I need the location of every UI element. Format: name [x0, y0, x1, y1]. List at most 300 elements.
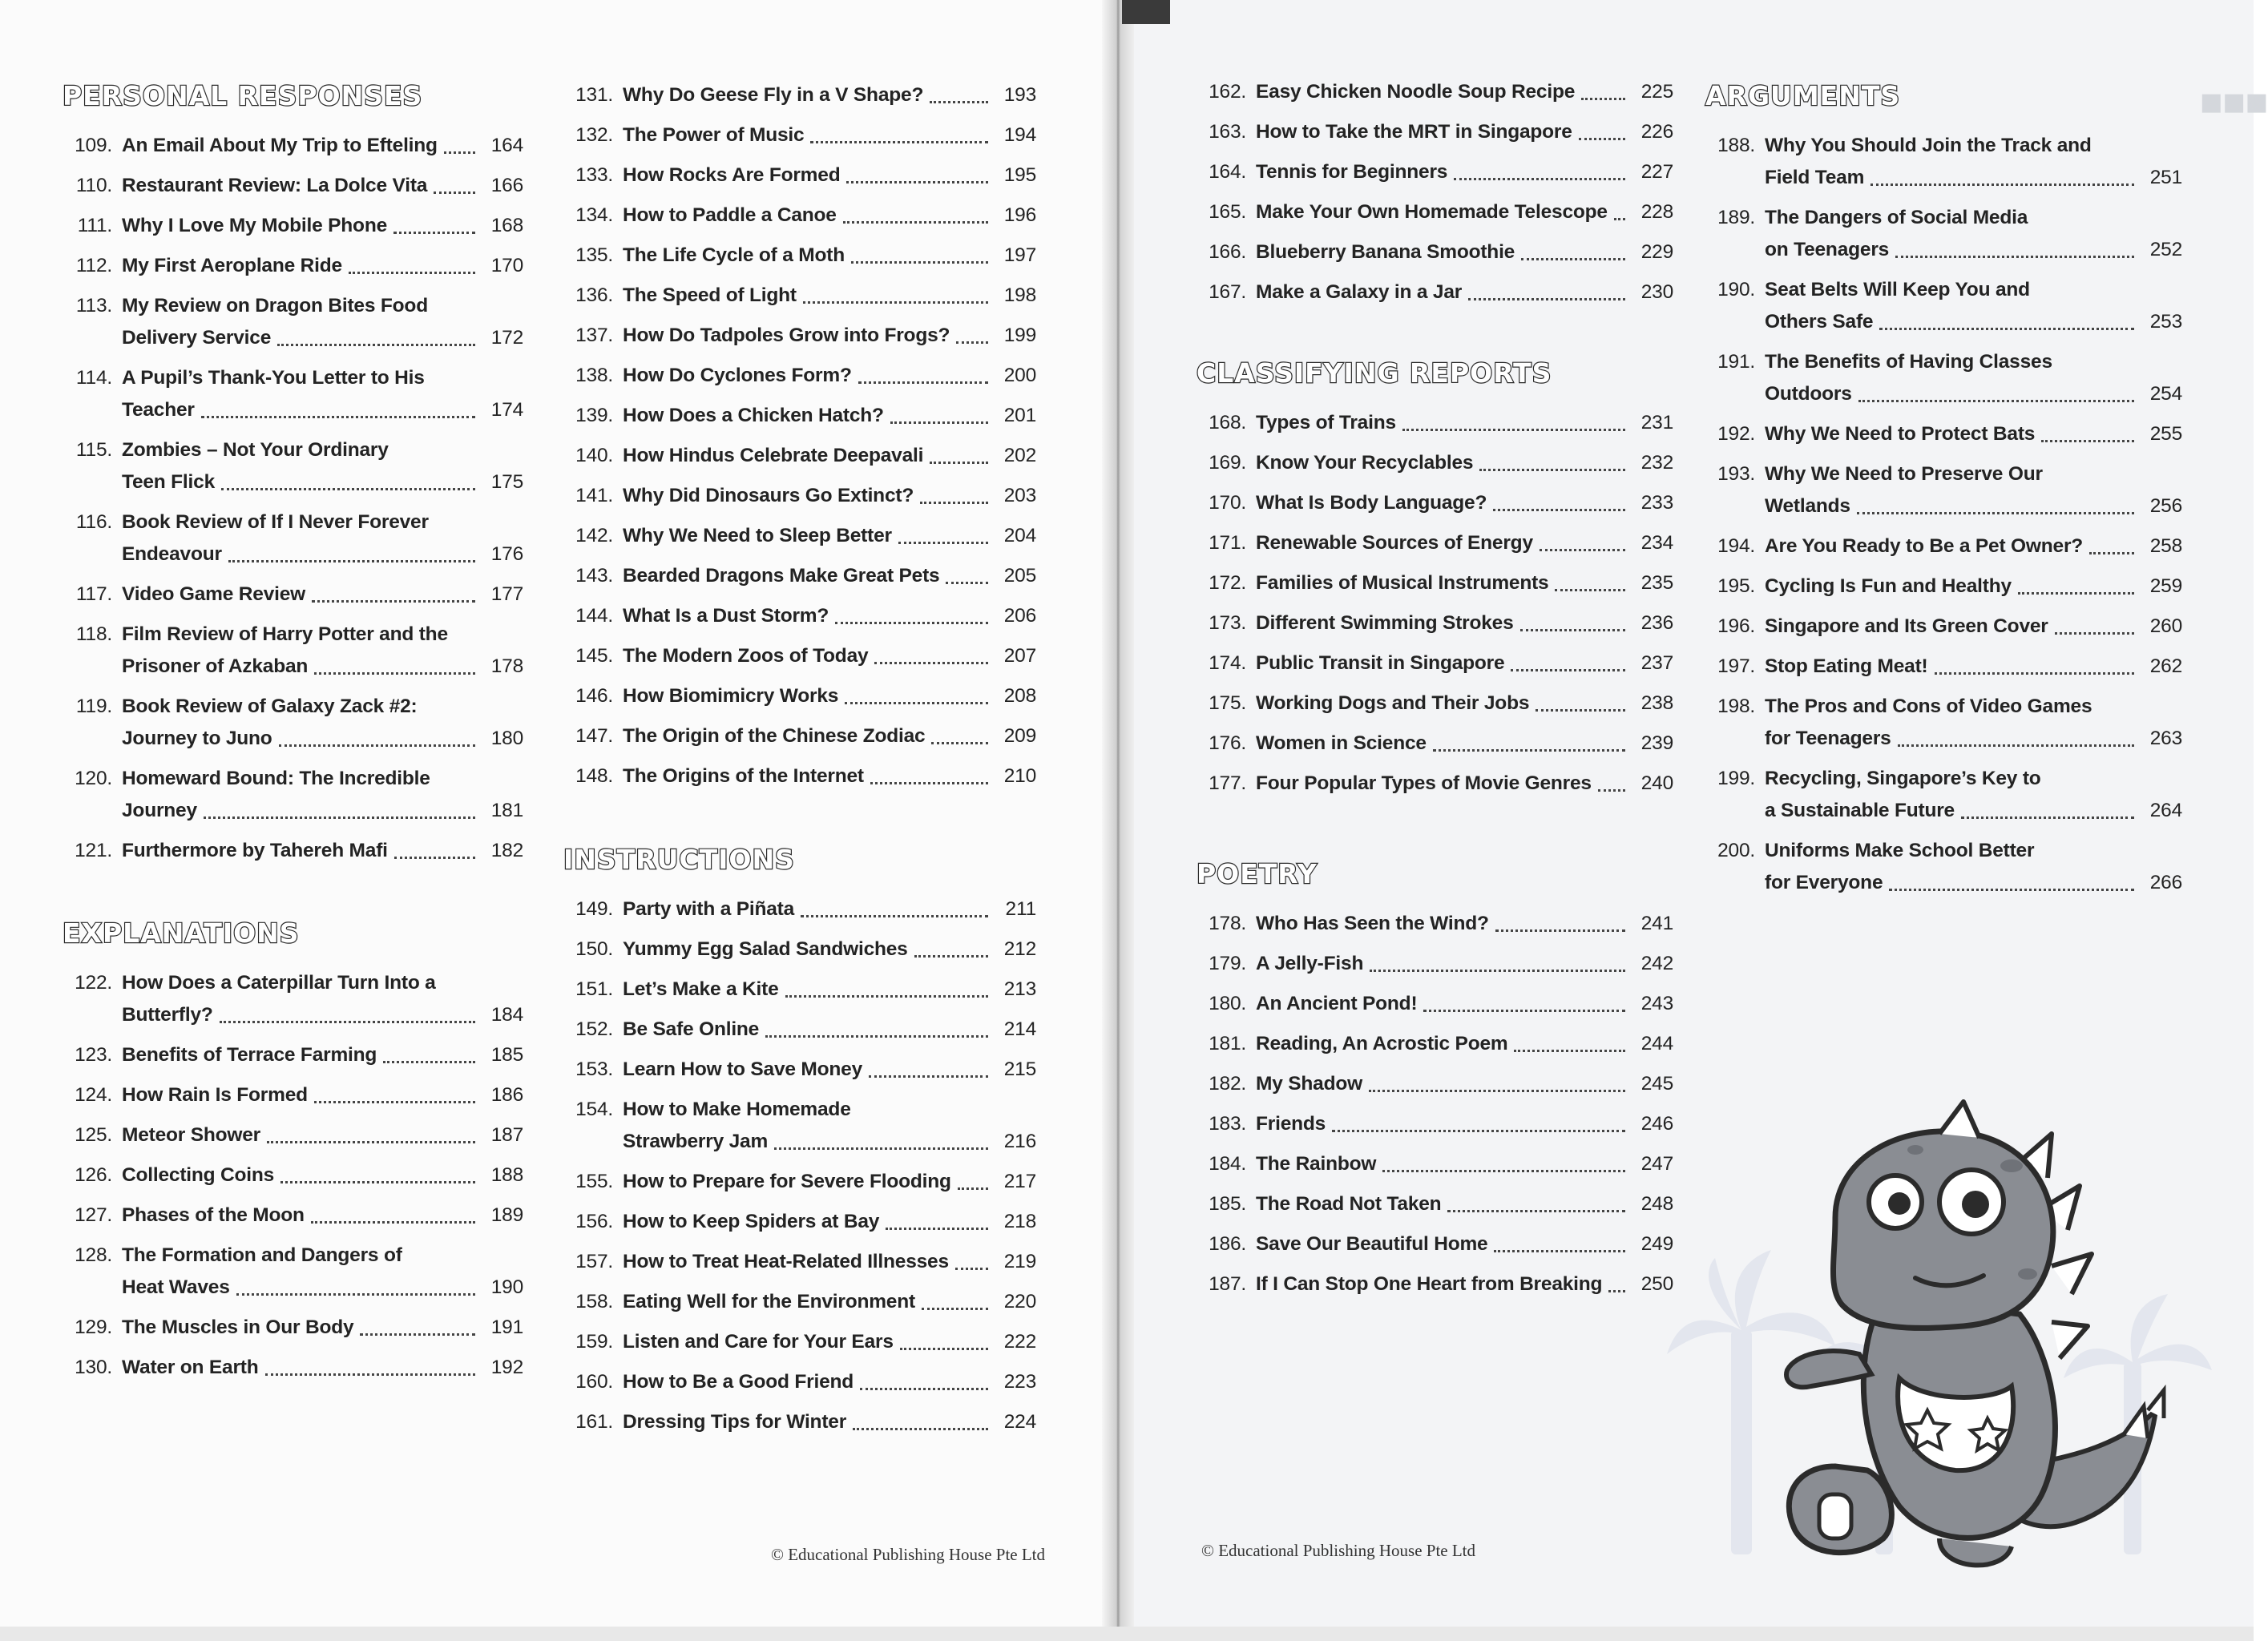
- dot-leader: [810, 141, 988, 143]
- toc-entry[interactable]: [1197, 236, 1673, 276]
- section-personal-responses: [63, 80, 523, 875]
- entry-number: 169.: [1209, 452, 1246, 474]
- entry-number: 146.: [575, 685, 613, 707]
- toc-entry[interactable]: [1705, 346, 2182, 418]
- entry-number: 142.: [575, 525, 613, 546]
- dot-leader: [914, 955, 988, 958]
- toc-entry[interactable]: [563, 1406, 1036, 1446]
- entry-title: The Rainbow: [1256, 1153, 1377, 1175]
- dot-leader: [1402, 429, 1625, 431]
- toc-entry[interactable]: [563, 1054, 1036, 1094]
- entry-title: How to Make Homemade: [623, 1099, 851, 1120]
- dot-leader: [1870, 183, 2134, 186]
- toc-entry[interactable]: [1197, 76, 1673, 116]
- entry-title: Seat Belts Will Keep You and: [1765, 279, 2030, 300]
- toc-entry[interactable]: [1705, 763, 2182, 835]
- entry-number: 133.: [575, 164, 613, 186]
- entry-number: 190.: [1717, 279, 1755, 300]
- dot-leader: [853, 1428, 988, 1430]
- toc-entry[interactable]: [1197, 1068, 1673, 1108]
- entry-page-number: 255: [2149, 423, 2182, 445]
- entry-page-number: 164: [490, 135, 523, 156]
- dot-leader: [1511, 669, 1625, 671]
- page-bottom-edge: [0, 1627, 2254, 1641]
- dot-leader: [1468, 298, 1625, 300]
- entry-title: Friends: [1256, 1113, 1326, 1135]
- toc-entry[interactable]: [1705, 458, 2182, 530]
- entry-number: 154.: [575, 1099, 613, 1120]
- toc-entry[interactable]: [563, 1286, 1036, 1326]
- entry-title: Phases of the Moon: [122, 1204, 305, 1226]
- entry-title: Video Game Review: [122, 583, 306, 605]
- section-poetry: [1197, 858, 1673, 1308]
- toc-entry[interactable]: [563, 119, 1036, 159]
- entry-page-number: 170: [490, 255, 523, 276]
- toc-entry[interactable]: [63, 619, 523, 691]
- dot-leader: [930, 462, 988, 464]
- entry-title: How Rocks Are Formed: [623, 164, 841, 186]
- entry-number: 196.: [1717, 615, 1755, 637]
- toc-entry[interactable]: [63, 1352, 523, 1392]
- entry-title: How to Keep Spiders at Bay: [623, 1211, 880, 1232]
- entry-page-number: 208: [1003, 685, 1036, 707]
- toc-entry[interactable]: [63, 763, 523, 835]
- dot-leader: [1479, 469, 1625, 471]
- entry-page-number: 245: [1640, 1073, 1673, 1095]
- entry-number: 127.: [75, 1204, 112, 1226]
- entry-number: 143.: [575, 565, 613, 587]
- entry-title: Delivery Service: [122, 327, 272, 349]
- entry-title: Water on Earth: [122, 1357, 259, 1378]
- entry-title: Prisoner of Azkaban: [122, 655, 309, 677]
- entry-title: Reading, An Acrostic Poem: [1256, 1033, 1508, 1054]
- entry-title: Strawberry Jam: [623, 1131, 769, 1152]
- toc-entry[interactable]: [1197, 407, 1673, 447]
- toc-entry[interactable]: [563, 440, 1036, 480]
- dot-leader: [1608, 1290, 1625, 1292]
- toc-entry[interactable]: [563, 79, 1036, 119]
- toc-entry[interactable]: [563, 1094, 1036, 1166]
- dot-leader: [312, 600, 475, 603]
- entry-title: The Road Not Taken: [1256, 1193, 1442, 1215]
- entry-title: Why We Need to Protect Bats: [1765, 423, 2036, 445]
- entry-number: 175.: [1209, 692, 1246, 714]
- entry-title: The Formation and Dangers of: [122, 1244, 402, 1266]
- toc-entry[interactable]: [1705, 530, 2182, 571]
- entry-title: The Dangers of Social Media: [1765, 207, 2028, 228]
- entry-page-number: 180: [490, 728, 523, 749]
- toc-entry[interactable]: [563, 280, 1036, 320]
- toc-entry[interactable]: [563, 893, 1036, 933]
- entry-page-number: 259: [2149, 575, 2182, 597]
- dot-leader: [349, 272, 475, 274]
- entry-title: How to Treat Heat-Related Illnesses: [623, 1251, 949, 1272]
- toc-entry[interactable]: [1705, 611, 2182, 651]
- toc-entry[interactable]: [563, 1246, 1036, 1286]
- entry-page-number: 222: [1003, 1331, 1036, 1353]
- toc-entry[interactable]: [1197, 527, 1673, 567]
- entry-page-number: 197: [1003, 244, 1036, 266]
- dot-leader: [1540, 549, 1625, 551]
- toc-entry[interactable]: [563, 760, 1036, 800]
- entry-title: How to Take the MRT in Singapore: [1256, 121, 1572, 143]
- dot-leader: [1495, 929, 1625, 932]
- toc-entry[interactable]: [1197, 607, 1673, 647]
- entry-number: 135.: [575, 244, 613, 266]
- entry-number: 166.: [1209, 241, 1246, 263]
- toc-entry[interactable]: [63, 1039, 523, 1079]
- entry-number: 134.: [575, 204, 613, 226]
- toc-entry[interactable]: [563, 360, 1036, 400]
- entry-number: 145.: [575, 645, 613, 667]
- entry-page-number: 219: [1003, 1251, 1036, 1272]
- entry-page-number: 234: [1640, 532, 1673, 554]
- entry-page-number: 205: [1003, 565, 1036, 587]
- toc-entry[interactable]: [563, 933, 1036, 974]
- entry-title: Endeavour: [122, 543, 222, 565]
- entry-page-number: 194: [1003, 124, 1036, 146]
- entry-page-number: 193: [1003, 84, 1036, 106]
- toc-entry[interactable]: [1197, 1188, 1673, 1228]
- entry-number: 137.: [575, 325, 613, 346]
- entry-page-number: 181: [490, 800, 523, 821]
- toc-entry[interactable]: [563, 400, 1036, 440]
- section-classifying-reports: [1197, 357, 1673, 808]
- entry-title: How to Prepare for Severe Flooding: [623, 1171, 951, 1192]
- entry-page-number: 211: [1005, 898, 1036, 920]
- entry-number: 120.: [75, 768, 112, 789]
- entry-number: 124.: [75, 1084, 112, 1106]
- toc-entry[interactable]: [63, 434, 523, 506]
- entry-page-number: 262: [2149, 655, 2182, 677]
- entry-title: Restaurant Review: La Dolce Vita: [122, 175, 428, 196]
- entry-page-number: 207: [1003, 645, 1036, 667]
- entry-title: Singapore and Its Green Cover: [1765, 615, 2048, 637]
- toc-entry[interactable]: [563, 320, 1036, 360]
- toc-entry[interactable]: [563, 159, 1036, 200]
- dot-leader: [803, 301, 988, 304]
- entry-page-number: 238: [1640, 692, 1673, 714]
- toc-entry[interactable]: [1197, 1108, 1673, 1148]
- toc-entry[interactable]: [563, 1326, 1036, 1366]
- section-title: EXPLANATIONS: [63, 917, 300, 949]
- toc-entry[interactable]: [563, 1166, 1036, 1206]
- entry-number: 163.: [1209, 121, 1246, 143]
- entry-number: 123.: [75, 1044, 112, 1066]
- entry-title: Learn How to Save Money: [623, 1058, 862, 1080]
- toc-entry[interactable]: [1197, 1028, 1673, 1068]
- toc-entry[interactable]: [1705, 651, 2182, 691]
- entry-page-number: 214: [1003, 1018, 1036, 1040]
- toc-entry[interactable]: [563, 240, 1036, 280]
- toc-entry[interactable]: [1197, 1268, 1673, 1308]
- entry-page-number: 228: [1640, 201, 1673, 223]
- entry-title: Easy Chicken Noodle Soup Recipe: [1256, 81, 1576, 103]
- entry-number: 148.: [575, 765, 613, 787]
- toc-entry[interactable]: [1705, 691, 2182, 763]
- dot-leader: [956, 341, 988, 344]
- toc-entry[interactable]: [1197, 687, 1673, 728]
- toc-entry[interactable]: [63, 170, 523, 210]
- entry-title: Women in Science: [1256, 732, 1427, 754]
- dot-leader: [869, 1075, 988, 1078]
- entry-title: Party with a Piñata: [623, 898, 795, 920]
- entry-number: 177.: [1209, 772, 1246, 794]
- entry-title: How Do Cyclones Form?: [623, 365, 852, 386]
- toc-entry[interactable]: [63, 1312, 523, 1352]
- entry-page-number: 177: [490, 583, 523, 605]
- entry-title: The Life Cycle of a Moth: [623, 244, 845, 266]
- entry-page-number: 191: [490, 1316, 523, 1338]
- entry-number: 195.: [1717, 575, 1755, 597]
- toc-entry[interactable]: [1705, 130, 2182, 202]
- dot-leader: [1579, 138, 1625, 140]
- dot-leader: [846, 181, 988, 183]
- entry-number: 153.: [575, 1058, 613, 1080]
- toc-entry[interactable]: [63, 1159, 523, 1200]
- toc-entry[interactable]: [563, 1206, 1036, 1246]
- dot-leader: [265, 1373, 475, 1376]
- entry-number: 147.: [575, 725, 613, 747]
- toc-entry[interactable]: [563, 200, 1036, 240]
- toc-entry[interactable]: [1705, 571, 2182, 611]
- entry-page-number: 174: [490, 399, 523, 421]
- dot-leader: [1581, 98, 1625, 100]
- toc-entry[interactable]: [1197, 567, 1673, 607]
- entry-title: The Pros and Cons of Video Games: [1765, 696, 2092, 717]
- entry-number: 125.: [75, 1124, 112, 1146]
- entry-page-number: 260: [2149, 615, 2182, 637]
- entry-page-number: 168: [490, 215, 523, 236]
- toc-entry[interactable]: [1197, 487, 1673, 527]
- entry-number: 160.: [575, 1371, 613, 1393]
- entry-number: 192.: [1717, 423, 1755, 445]
- entry-title: Blueberry Banana Smoothie: [1256, 241, 1515, 263]
- entry-title: Recycling, Singapore’s Key to: [1765, 768, 2041, 789]
- toc-entry[interactable]: [1197, 116, 1673, 156]
- entry-number: 167.: [1209, 281, 1246, 303]
- toc-entry[interactable]: [63, 130, 523, 170]
- toc-entry[interactable]: [563, 520, 1036, 560]
- dot-leader: [930, 101, 988, 103]
- toc-entry[interactable]: [63, 210, 523, 250]
- dot-leader: [774, 1147, 988, 1150]
- toc-entry[interactable]: [1197, 447, 1673, 487]
- entry-number: 140.: [575, 445, 613, 466]
- entry-number: 172.: [1209, 572, 1246, 594]
- entry-number: 112.: [75, 255, 112, 276]
- entry-number: 164.: [1209, 161, 1246, 183]
- entry-title: The Benefits of Having Classes: [1765, 351, 2052, 373]
- toc-entry[interactable]: [1705, 835, 2182, 907]
- entry-number: 197.: [1717, 655, 1755, 677]
- entry-title: Butterfly?: [122, 1004, 213, 1026]
- entry-title: Who Has Seen the Wind?: [1256, 913, 1489, 934]
- dot-leader: [1454, 178, 1625, 180]
- entry-title: Book Review of Galaxy Zack #2:: [122, 696, 418, 717]
- toc-entry[interactable]: [563, 480, 1036, 520]
- dot-leader: [267, 1141, 475, 1143]
- toc-entry[interactable]: [563, 1366, 1036, 1406]
- entry-title: Teacher: [122, 399, 195, 421]
- entry-title: Be Safe Online: [623, 1018, 760, 1040]
- dot-leader: [311, 1221, 475, 1224]
- dot-leader: [434, 192, 475, 194]
- dot-leader: [1423, 1010, 1625, 1012]
- entry-page-number: 201: [1003, 405, 1036, 426]
- entry-page-number: 251: [2149, 167, 2182, 188]
- dot-leader: [444, 151, 475, 154]
- toc-entry[interactable]: [1197, 948, 1673, 988]
- toc-entry[interactable]: [1197, 908, 1673, 948]
- toc-entry[interactable]: [63, 506, 523, 579]
- toc-entry[interactable]: [63, 1200, 523, 1240]
- entry-number: 132.: [575, 124, 613, 146]
- entry-page-number: 224: [1003, 1411, 1036, 1433]
- entry-page-number: 198: [1003, 284, 1036, 306]
- bleed-through-text: ■■■: [2200, 88, 2268, 116]
- toc-entry[interactable]: [1197, 647, 1673, 687]
- entry-title: An Email About My Trip to Efteling: [122, 135, 438, 156]
- entry-title: The Origins of the Internet: [623, 765, 864, 787]
- toc-entry[interactable]: [63, 290, 523, 362]
- dot-leader: [201, 416, 475, 418]
- section-title: INSTRUCTIONS: [563, 844, 795, 875]
- toc-entry[interactable]: [1705, 274, 2182, 346]
- entry-number: 155.: [575, 1171, 613, 1192]
- entry-title: How Hindus Celebrate Deepavali: [623, 445, 924, 466]
- dot-leader: [1555, 589, 1625, 591]
- toc-entry[interactable]: [63, 691, 523, 763]
- entry-page-number: 235: [1640, 572, 1673, 594]
- dot-leader: [221, 488, 475, 490]
- toc-entry[interactable]: [563, 680, 1036, 720]
- dot-leader: [279, 744, 475, 747]
- entry-page-number: 204: [1003, 525, 1036, 546]
- entry-title: Yummy Egg Salad Sandwiches: [623, 938, 908, 960]
- dot-leader: [1370, 970, 1625, 972]
- toc-entry[interactable]: [63, 1119, 523, 1159]
- entry-page-number: 202: [1003, 445, 1036, 466]
- section-title: POETRY: [1197, 858, 1318, 889]
- entry-page-number: 203: [1003, 485, 1036, 506]
- entry-page-number: 192: [490, 1357, 523, 1378]
- toc-entry[interactable]: [63, 579, 523, 619]
- dot-leader: [1433, 749, 1625, 752]
- entry-title: The Muscles in Our Body: [122, 1316, 354, 1338]
- entry-title: Eating Well for the Environment: [623, 1291, 915, 1312]
- toc-entry[interactable]: [1197, 768, 1673, 808]
- entry-number: 119.: [75, 696, 112, 717]
- entry-title: for Teenagers: [1765, 728, 1891, 749]
- section-title: CLASSIFYING REPORTS: [1197, 357, 1552, 389]
- entry-title: Renewable Sources of Energy: [1256, 532, 1533, 554]
- entry-title: A Jelly-Fish: [1256, 953, 1364, 974]
- toc-entry[interactable]: [1197, 728, 1673, 768]
- toc-entry[interactable]: [1197, 156, 1673, 196]
- entry-number: 200.: [1717, 840, 1755, 861]
- toc-entry[interactable]: [63, 967, 523, 1039]
- entry-number: 139.: [575, 405, 613, 426]
- entry-title: Why Did Dinosaurs Go Extinct?: [623, 485, 914, 506]
- dot-leader: [1858, 400, 2134, 402]
- entry-number: 121.: [75, 840, 112, 861]
- toc-entry[interactable]: [563, 974, 1036, 1014]
- toc-entry[interactable]: [63, 362, 523, 434]
- toc-entry[interactable]: [563, 720, 1036, 760]
- entry-number: 194.: [1717, 535, 1755, 557]
- entry-title: Meteor Shower: [122, 1124, 261, 1146]
- dinosaur-mascot-icon: [1675, 1090, 2236, 1603]
- dot-leader: [898, 542, 988, 544]
- entry-page-number: 233: [1640, 492, 1673, 514]
- entry-number: 109.: [75, 135, 112, 156]
- book-spine: [1102, 0, 1134, 1641]
- toc-entry[interactable]: [63, 835, 523, 875]
- dot-leader: [1935, 672, 2135, 675]
- entry-title: Zombies – Not Your Ordinary: [122, 439, 389, 461]
- dot-leader: [1369, 1090, 1625, 1092]
- toc-entry[interactable]: [563, 600, 1036, 640]
- toc-entry[interactable]: [1197, 1148, 1673, 1188]
- section-title: PERSONAL RESPONSES: [63, 80, 423, 111]
- entry-page-number: 263: [2149, 728, 2182, 749]
- entry-page-number: 212: [1003, 938, 1036, 960]
- dot-leader: [955, 1268, 988, 1270]
- entry-number: 171.: [1209, 532, 1246, 554]
- toc-entry[interactable]: [63, 1240, 523, 1312]
- toc-entry[interactable]: [63, 250, 523, 290]
- entry-page-number: 227: [1640, 161, 1673, 183]
- entry-title: Others Safe: [1765, 311, 1874, 333]
- entry-number: 168.: [1209, 412, 1246, 433]
- toc-entry[interactable]: [1197, 196, 1673, 236]
- toc-entry[interactable]: [1197, 988, 1673, 1028]
- dot-leader: [920, 502, 988, 504]
- dot-leader: [765, 1035, 988, 1038]
- entry-title: How to Be a Good Friend: [623, 1371, 854, 1393]
- entry-page-number: 166: [490, 175, 523, 196]
- toc-entry[interactable]: [1197, 276, 1673, 317]
- toc-entry[interactable]: [563, 1014, 1036, 1054]
- entry-title: Uniforms Make School Better: [1765, 840, 2035, 861]
- entry-page-number: 209: [1003, 725, 1036, 747]
- toc-entry[interactable]: [1197, 1228, 1673, 1268]
- entry-number: 161.: [575, 1411, 613, 1433]
- section-arguments: [1705, 80, 2182, 907]
- toc-entry[interactable]: [63, 1079, 523, 1119]
- dot-leader: [2055, 632, 2134, 635]
- dot-leader: [900, 1348, 988, 1350]
- entry-title: Different Swimming Strokes: [1256, 612, 1514, 634]
- toc-entry[interactable]: [1705, 202, 2182, 274]
- entry-number: 162.: [1209, 81, 1246, 103]
- entry-page-number: 250: [1640, 1273, 1673, 1295]
- entry-page-number: 172: [490, 327, 523, 349]
- entry-page-number: 246: [1640, 1113, 1673, 1135]
- entry-page-number: 252: [2149, 239, 2182, 260]
- entry-title: How Rain Is Formed: [122, 1084, 308, 1106]
- entry-page-number: 241: [1640, 913, 1673, 934]
- toc-entry[interactable]: [563, 560, 1036, 600]
- toc-entry[interactable]: [563, 640, 1036, 680]
- entry-title: Furthermore by Tahereh Mafi: [122, 840, 388, 861]
- entry-title: Make a Galaxy in a Jar: [1256, 281, 1463, 303]
- entry-page-number: 190: [490, 1276, 523, 1298]
- dot-leader: [1536, 709, 1625, 712]
- entry-title: Are You Ready to Be a Pet Owner?: [1765, 535, 2084, 557]
- toc-entry[interactable]: [1705, 418, 2182, 458]
